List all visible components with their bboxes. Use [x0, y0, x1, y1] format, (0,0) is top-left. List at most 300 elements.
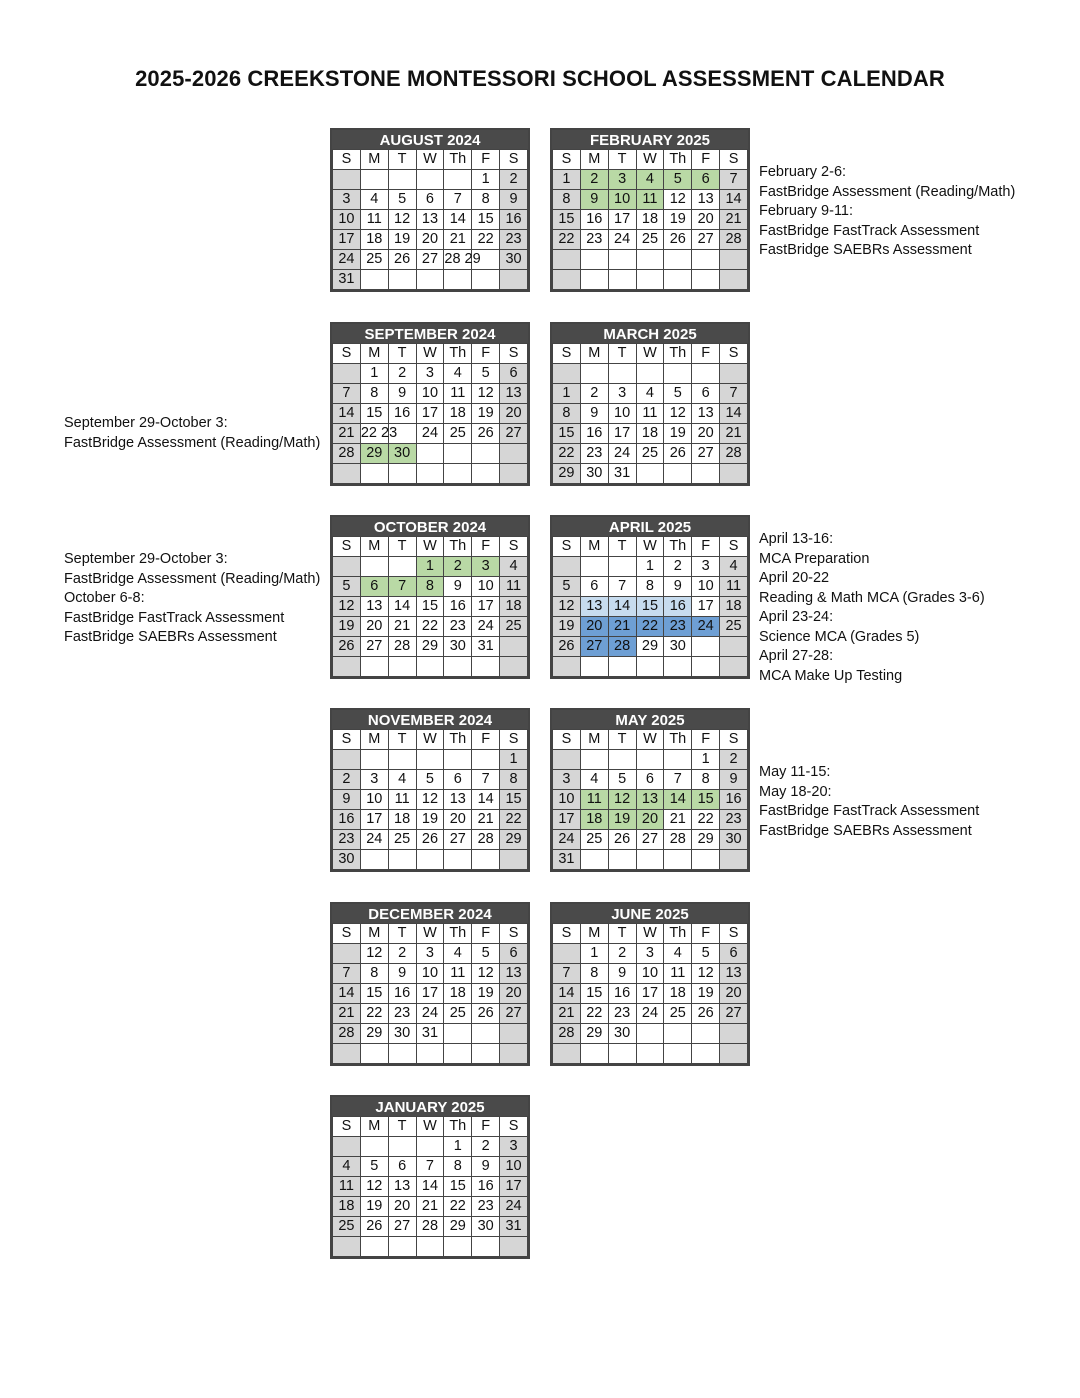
week-row	[333, 210, 528, 230]
day-cell: 28	[333, 444, 361, 464]
day-cell: 6	[580, 577, 608, 597]
day-cell: 7	[720, 170, 748, 190]
day-cell: 28	[553, 1024, 581, 1044]
day-cell	[444, 850, 472, 870]
day-cell	[360, 1137, 388, 1157]
day-cell: 31	[416, 1024, 444, 1044]
day-cell: 19	[664, 424, 692, 444]
day-cell: 10	[333, 210, 361, 230]
day-cell	[360, 750, 388, 770]
day-cell: 5	[553, 577, 581, 597]
day-cell: 22	[444, 1197, 472, 1217]
weekday-header: M	[360, 730, 388, 750]
weekday-header-row	[333, 1117, 528, 1137]
day-cell	[720, 637, 748, 657]
day-cell: 6	[692, 170, 720, 190]
day-cell: 30	[388, 444, 416, 464]
day-cell	[553, 657, 581, 677]
day-cell	[692, 250, 720, 270]
day-cell	[388, 464, 416, 484]
week-row	[553, 424, 748, 444]
day-cell: 21	[333, 424, 361, 444]
day-cell: 22 23	[360, 424, 388, 444]
week-row	[333, 597, 528, 617]
day-cell	[360, 657, 388, 677]
day-cell	[416, 1137, 444, 1157]
day-cell: 23	[333, 830, 361, 850]
day-cell: 26	[360, 1217, 388, 1237]
day-cell: 24	[500, 1197, 528, 1217]
day-cell: 27	[360, 637, 388, 657]
weekday-header: M	[360, 924, 388, 944]
day-cell: 29	[416, 637, 444, 657]
day-cell: 28	[388, 637, 416, 657]
week-row	[333, 1157, 528, 1177]
day-cell	[608, 250, 636, 270]
day-cell	[720, 464, 748, 484]
day-cell: 16	[720, 790, 748, 810]
weekday-header: M	[580, 344, 608, 364]
day-cell	[360, 557, 388, 577]
day-cell: 17	[692, 597, 720, 617]
weekday-header-row	[333, 924, 528, 944]
day-cell: 2	[500, 170, 528, 190]
day-cell: 16	[472, 1177, 500, 1197]
day-cell: 7	[444, 190, 472, 210]
day-cell	[388, 557, 416, 577]
day-cell: 12	[416, 790, 444, 810]
week-row	[333, 444, 528, 464]
weekday-header: T	[608, 344, 636, 364]
day-cell: 30	[720, 830, 748, 850]
weekday-header-row	[333, 150, 528, 170]
day-cell: 15	[636, 597, 664, 617]
day-cell: 26	[692, 1004, 720, 1024]
day-cell	[664, 1024, 692, 1044]
day-cell: 3	[608, 170, 636, 190]
week-row	[333, 1237, 528, 1257]
week-row	[333, 424, 528, 444]
day-cell: 21	[472, 810, 500, 830]
day-cell: 13	[444, 790, 472, 810]
day-cell: 10	[608, 404, 636, 424]
day-cell: 30	[472, 1217, 500, 1237]
day-cell: 5	[664, 170, 692, 190]
day-cell: 19	[388, 230, 416, 250]
weekday-header: S	[500, 730, 528, 750]
day-cell: 11	[580, 790, 608, 810]
note-line: FastBridge FastTrack Assessment	[759, 222, 980, 239]
weekday-header-row	[553, 344, 748, 364]
day-cell: 16	[333, 810, 361, 830]
day-cell: 18	[444, 404, 472, 424]
weekday-header: S	[500, 1117, 528, 1137]
week-row	[333, 657, 528, 677]
note-line: FastBridge FastTrack Assessment	[759, 803, 980, 819]
day-cell: 29	[580, 1024, 608, 1044]
day-cell: 6	[692, 384, 720, 404]
week-row	[553, 170, 748, 190]
day-cell: 20	[636, 810, 664, 830]
day-cell	[636, 1024, 664, 1044]
day-cell: 4	[720, 557, 748, 577]
day-cell: 9	[580, 190, 608, 210]
day-cell: 7	[608, 577, 636, 597]
weekday-header: M	[360, 537, 388, 557]
week-row	[553, 750, 748, 770]
weekday-header: M	[580, 537, 608, 557]
day-cell: 9	[388, 964, 416, 984]
day-cell	[333, 1137, 361, 1157]
day-cell: 31	[608, 464, 636, 484]
day-cell: 28 29	[444, 250, 472, 270]
week-row	[333, 250, 528, 270]
day-cell	[580, 364, 608, 384]
day-cell: 3	[416, 944, 444, 964]
day-cell: 19	[360, 1197, 388, 1217]
weekday-header: S	[500, 150, 528, 170]
day-cell: 30	[608, 1024, 636, 1044]
week-row	[553, 404, 748, 424]
day-cell: 28	[720, 444, 748, 464]
day-cell: 21	[333, 1004, 361, 1024]
day-cell: 19	[692, 984, 720, 1004]
day-cell	[333, 170, 361, 190]
page-title: 2025-2026 CREEKSTONE MONTESSORI SCHOOL ASSESSMENT CALENDAR	[135, 66, 945, 91]
day-cell: 13	[360, 597, 388, 617]
day-cell: 20	[388, 1197, 416, 1217]
day-cell	[500, 657, 528, 677]
day-cell	[608, 1044, 636, 1064]
calendar-mar-2025	[550, 322, 750, 486]
day-cell: 4	[580, 770, 608, 790]
day-cell	[664, 750, 692, 770]
weekday-header: W	[416, 537, 444, 557]
day-cell: 30	[580, 464, 608, 484]
day-cell	[636, 250, 664, 270]
week-row	[553, 210, 748, 230]
week-row	[333, 1024, 528, 1044]
day-cell: 2	[608, 944, 636, 964]
note-february	[759, 163, 1015, 261]
week-row	[553, 270, 748, 290]
day-cell: 24	[608, 230, 636, 250]
weekday-header-row	[333, 730, 528, 750]
day-cell	[692, 1024, 720, 1044]
day-cell	[608, 850, 636, 870]
day-cell: 25	[388, 830, 416, 850]
day-cell: 3	[608, 384, 636, 404]
day-cell	[580, 1044, 608, 1064]
day-cell: 26	[388, 250, 416, 270]
day-cell	[472, 1044, 500, 1064]
day-cell: 30	[664, 637, 692, 657]
week-row	[553, 657, 748, 677]
weekday-header: T	[388, 924, 416, 944]
day-cell	[636, 657, 664, 677]
day-cell: 18	[333, 1197, 361, 1217]
weekday-header: W	[416, 730, 444, 750]
day-cell: 25	[720, 617, 748, 637]
day-cell: 11	[500, 577, 528, 597]
day-cell: 12	[608, 790, 636, 810]
day-cell	[333, 944, 361, 964]
day-cell	[500, 464, 528, 484]
day-cell: 12	[664, 190, 692, 210]
weekday-header: S	[720, 924, 748, 944]
weekday-header: T	[608, 730, 636, 750]
day-cell: 13	[580, 597, 608, 617]
day-cell: 27	[692, 444, 720, 464]
month-grid	[332, 149, 528, 290]
day-cell: 24	[333, 250, 361, 270]
calendar-aug-2024	[330, 128, 530, 292]
day-cell	[416, 444, 444, 464]
day-cell: 15	[360, 404, 388, 424]
weekday-header: Th	[444, 1117, 472, 1137]
day-cell: 30	[333, 850, 361, 870]
day-cell	[720, 1024, 748, 1044]
month-grid	[552, 343, 748, 484]
day-cell	[444, 464, 472, 484]
note-line: February 2-6:	[759, 164, 847, 180]
day-cell	[472, 657, 500, 677]
weekday-header: S	[720, 730, 748, 750]
day-cell: 20	[500, 984, 528, 1004]
weekday-header: S	[333, 924, 361, 944]
day-cell	[608, 557, 636, 577]
day-cell: 13	[720, 964, 748, 984]
day-cell: 21	[553, 1004, 581, 1024]
day-cell: 19	[553, 617, 581, 637]
week-row	[553, 444, 748, 464]
day-cell	[416, 1044, 444, 1064]
day-cell: 20	[720, 984, 748, 1004]
month-grid	[552, 729, 748, 870]
day-cell: 28	[472, 830, 500, 850]
note-line: FastBridge Assessment (Reading/Math)	[64, 434, 321, 451]
weekday-header: S	[553, 344, 581, 364]
day-cell: 2	[388, 944, 416, 964]
week-row	[333, 637, 528, 657]
weekday-header: T	[388, 730, 416, 750]
day-cell	[692, 1044, 720, 1064]
day-cell	[692, 270, 720, 290]
day-cell: 29	[636, 637, 664, 657]
day-cell: 22	[580, 1004, 608, 1024]
note-line: FastBridge SAEBRs Assessment	[64, 629, 277, 645]
day-cell: 22	[692, 810, 720, 830]
day-cell: 11	[444, 384, 472, 404]
day-cell	[360, 1044, 388, 1064]
week-row	[333, 404, 528, 424]
day-cell: 5	[608, 770, 636, 790]
day-cell: 8	[416, 577, 444, 597]
day-cell: 27	[500, 424, 528, 444]
day-cell: 20	[444, 810, 472, 830]
day-cell	[608, 750, 636, 770]
day-cell: 10	[636, 964, 664, 984]
day-cell: 2	[720, 750, 748, 770]
day-cell: 17	[500, 1177, 528, 1197]
day-cell: 23	[388, 1004, 416, 1024]
note-line: April 13-16:	[759, 531, 834, 547]
day-cell	[664, 657, 692, 677]
day-cell: 3	[360, 770, 388, 790]
day-cell: 5	[388, 190, 416, 210]
day-cell: 5	[472, 944, 500, 964]
day-cell: 5	[333, 577, 361, 597]
day-cell: 9	[388, 384, 416, 404]
day-cell: 22	[360, 1004, 388, 1024]
day-cell: 21	[608, 617, 636, 637]
week-row	[333, 1177, 528, 1197]
month-title: FEBRUARY 2025	[552, 130, 748, 149]
week-row	[333, 384, 528, 404]
day-cell: 26	[472, 1004, 500, 1024]
day-cell: 27	[388, 1217, 416, 1237]
day-cell	[692, 464, 720, 484]
day-cell	[692, 657, 720, 677]
week-row	[333, 364, 528, 384]
day-cell	[580, 270, 608, 290]
day-cell	[388, 850, 416, 870]
day-cell: 20	[692, 210, 720, 230]
day-cell: 27	[416, 250, 444, 270]
day-cell: 27	[692, 230, 720, 250]
day-cell: 1	[692, 750, 720, 770]
day-cell	[553, 250, 581, 270]
day-cell	[636, 270, 664, 290]
week-row	[333, 1004, 528, 1024]
day-cell: 1	[580, 944, 608, 964]
day-cell	[472, 850, 500, 870]
day-cell: 12	[664, 404, 692, 424]
day-cell: 25	[636, 444, 664, 464]
day-cell: 14	[720, 190, 748, 210]
day-cell	[636, 364, 664, 384]
day-cell	[416, 850, 444, 870]
day-cell: 8	[636, 577, 664, 597]
weekday-header: W	[636, 150, 664, 170]
day-cell	[553, 364, 581, 384]
note-line: September 29-October 3:	[64, 551, 228, 567]
day-cell: 17	[416, 984, 444, 1004]
day-cell: 4	[636, 384, 664, 404]
day-cell: 6	[388, 1157, 416, 1177]
day-cell: 9	[664, 577, 692, 597]
week-row	[333, 170, 528, 190]
day-cell: 25	[444, 424, 472, 444]
day-cell: 31	[333, 270, 361, 290]
day-cell: 29	[692, 830, 720, 850]
calendar-feb-2025	[550, 128, 750, 292]
day-cell: 26	[664, 230, 692, 250]
day-cell: 15	[500, 790, 528, 810]
day-cell: 16	[388, 984, 416, 1004]
day-cell: 23	[580, 444, 608, 464]
weekday-header: S	[333, 150, 361, 170]
day-cell: 10	[416, 384, 444, 404]
day-cell: 24	[553, 830, 581, 850]
day-cell: 8	[553, 404, 581, 424]
weekday-header: Th	[664, 150, 692, 170]
week-row	[553, 617, 748, 637]
weekday-header: S	[720, 537, 748, 557]
weekday-header-row	[553, 537, 748, 557]
day-cell: 16	[500, 210, 528, 230]
day-cell: 19	[472, 404, 500, 424]
day-cell	[720, 850, 748, 870]
day-cell: 23	[608, 1004, 636, 1024]
weekday-header-row	[553, 730, 748, 750]
weekday-header: M	[360, 344, 388, 364]
note-line: MCA Make Up Testing	[759, 667, 903, 684]
calendar-may-2025	[550, 708, 750, 872]
weekday-header: W	[416, 150, 444, 170]
day-cell: 1	[553, 384, 581, 404]
note-line: FastBridge SAEBRs Assessment	[759, 822, 972, 839]
day-cell: 14	[608, 597, 636, 617]
day-cell	[360, 1237, 388, 1257]
day-cell	[444, 444, 472, 464]
weekday-header: S	[333, 1117, 361, 1137]
day-cell: 18	[360, 230, 388, 250]
week-row	[553, 384, 748, 404]
day-cell	[416, 270, 444, 290]
day-cell: 19	[472, 984, 500, 1004]
weekday-header: F	[692, 344, 720, 364]
day-cell: 4	[444, 364, 472, 384]
weekday-header: Th	[444, 730, 472, 750]
day-cell: 31	[553, 850, 581, 870]
week-row	[333, 1217, 528, 1237]
day-cell: 30	[500, 250, 528, 270]
day-cell: 12	[360, 1177, 388, 1197]
weekday-header: W	[636, 924, 664, 944]
week-row	[553, 230, 748, 250]
day-cell: 23	[500, 230, 528, 250]
weekday-header: F	[692, 537, 720, 557]
day-cell: 6	[720, 944, 748, 964]
day-cell: 29	[444, 1217, 472, 1237]
week-row	[553, 790, 748, 810]
week-row	[333, 790, 528, 810]
day-cell: 1	[553, 170, 581, 190]
weekday-header: Th	[664, 924, 692, 944]
month-title: APRIL 2025	[552, 517, 748, 536]
day-cell	[472, 444, 500, 464]
day-cell: 8	[472, 190, 500, 210]
day-cell	[608, 657, 636, 677]
day-cell	[388, 270, 416, 290]
week-row	[553, 1024, 748, 1044]
day-cell	[500, 444, 528, 464]
weekday-header: F	[472, 150, 500, 170]
week-row	[333, 1044, 528, 1064]
weekday-header: S	[553, 537, 581, 557]
day-cell	[720, 1044, 748, 1064]
day-cell: 17	[416, 404, 444, 424]
week-row	[333, 577, 528, 597]
day-cell	[664, 850, 692, 870]
month-grid	[552, 149, 748, 290]
day-cell	[333, 557, 361, 577]
day-cell: 18	[444, 984, 472, 1004]
day-cell: 11	[333, 1177, 361, 1197]
day-cell	[720, 657, 748, 677]
day-cell: 7	[720, 384, 748, 404]
